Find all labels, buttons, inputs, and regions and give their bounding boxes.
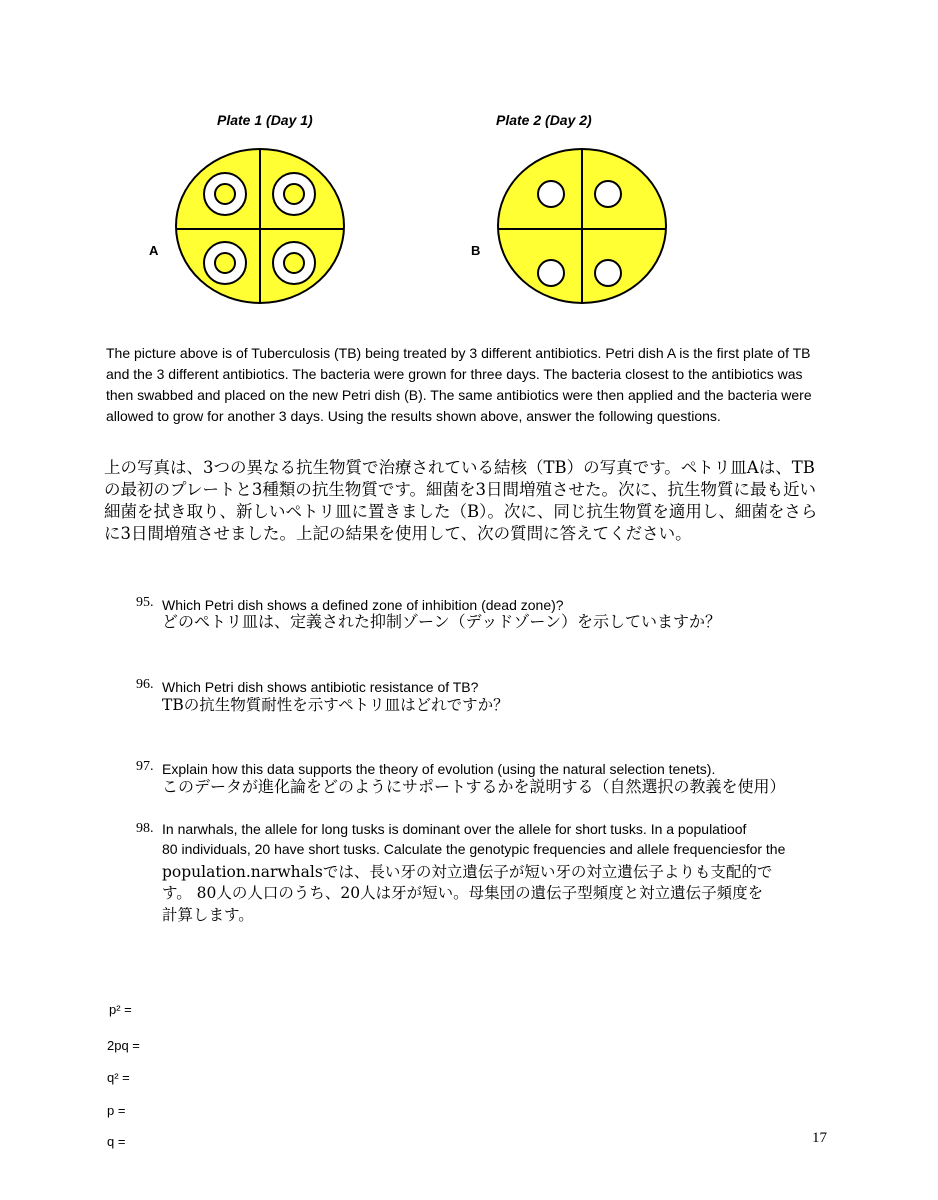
- question-95: [136, 595, 836, 639]
- plate-b-label: B: [471, 243, 481, 258]
- formula-q-squared: q² =: [107, 1070, 130, 1085]
- page-number: 17: [812, 1130, 827, 1146]
- formula-p-squared: p² =: [109, 1002, 132, 1017]
- question-text-line-1: In narwhals, the allele for long tusks is dominant over the allele for short tusks. In a populatioof: [162, 821, 747, 837]
- question-text-en: Which Petri dish shows a defined zone of inhibition (dead zone)?: [162, 597, 564, 613]
- question-98: [136, 821, 836, 925]
- question-number: 95.: [136, 595, 154, 610]
- question-97: [136, 759, 836, 803]
- question-number: 97.: [136, 759, 154, 774]
- plate-a-label: A: [149, 243, 159, 258]
- antibiotic-disc-bottom-left: [204, 242, 246, 284]
- question-number: 98.: [136, 821, 154, 836]
- formula-2pq: 2pq =: [107, 1038, 140, 1053]
- antibiotic-disc-bottom-right: [273, 242, 315, 284]
- antibiotic-disc-bottom-right: [595, 260, 621, 286]
- formula-q: q =: [107, 1134, 126, 1149]
- question-text-line-2: 80 individuals, 20 have short tusks. Calculate the genotypic frequencies and allele frequenciesfor the: [162, 841, 786, 857]
- petri-dish-a: [172, 146, 348, 306]
- question-text-en: Explain how this data supports the theory of evolution (using the natural selection tenets).: [162, 761, 716, 777]
- antibiotic-disc-top-right: [273, 173, 315, 215]
- antibiotic-disc-top-right: [595, 181, 621, 207]
- petri-dish-b: [494, 146, 670, 306]
- question-number: 96.: [136, 677, 154, 692]
- question-96: [136, 677, 836, 721]
- question-text-line-5: 計算します。: [162, 906, 254, 924]
- plate-1-title: Plate 1 (Day 1): [217, 112, 313, 128]
- antibiotic-disc-bottom-left: [538, 260, 564, 286]
- antibiotic-disc-top-left: [204, 173, 246, 215]
- question-text-line-4: す。 80人の人口のうち、20人は牙が短い。母集団の遺伝子型頻度と対立遺伝子頻度を: [162, 884, 764, 902]
- formula-p: p =: [107, 1103, 126, 1118]
- question-text-jp: TBの抗生物質耐性を示すペトリ皿はどれですか？: [162, 696, 509, 714]
- question-text-jp: どのペトリ皿は、定義された抑制ゾーン（デッドゾーン）を示していますか？: [162, 612, 722, 631]
- antibiotic-disc-top-left: [538, 181, 564, 207]
- question-text-en: Which Petri dish shows antibiotic resistance of TB?: [162, 679, 479, 695]
- intro-paragraph-jp: 上の写真は、3つの異なる抗生物質で治療されている結核（TB）の写真です。ペトリ皿Aは、TBの最初のプレートと3種類の抗生物質です。細菌を3日間増殖させた。次に、抗生物質に最も近い細菌を拭き取り、新しいペトリ皿に置きました（B）。次に、同じ抗生物質を適用し、細菌をさらに3日間増殖させました。上記の結果を使用して、次の質問に答えてください。: [104, 458, 818, 543]
- question-text-line-3: population.narwhalsでは、長い牙の対立遺伝子が短い牙の対立遺伝子よりも支配的で: [162, 863, 773, 881]
- intro-paragraph-en: The picture above is of Tuberculosis (TB) being treated by 3 different antibiotics. Petri dish A is the first plate of TB and the 3 different antibiotics. The bacteria were grown for three days. The bacteria closest to the antibiotics was then swabbed and placed on the new Petri dish (B). The same antibiotics were then applied and the bacteria were allowed to grow for another 3 days. Using the results shown above, answer the following questions.: [106, 345, 812, 424]
- question-text-jp: このデータが進化論をどのようにサポートするかを説明する（自然選択の教義を使用）: [162, 777, 786, 796]
- plate-2-title: Plate 2 (Day 2): [496, 112, 592, 128]
